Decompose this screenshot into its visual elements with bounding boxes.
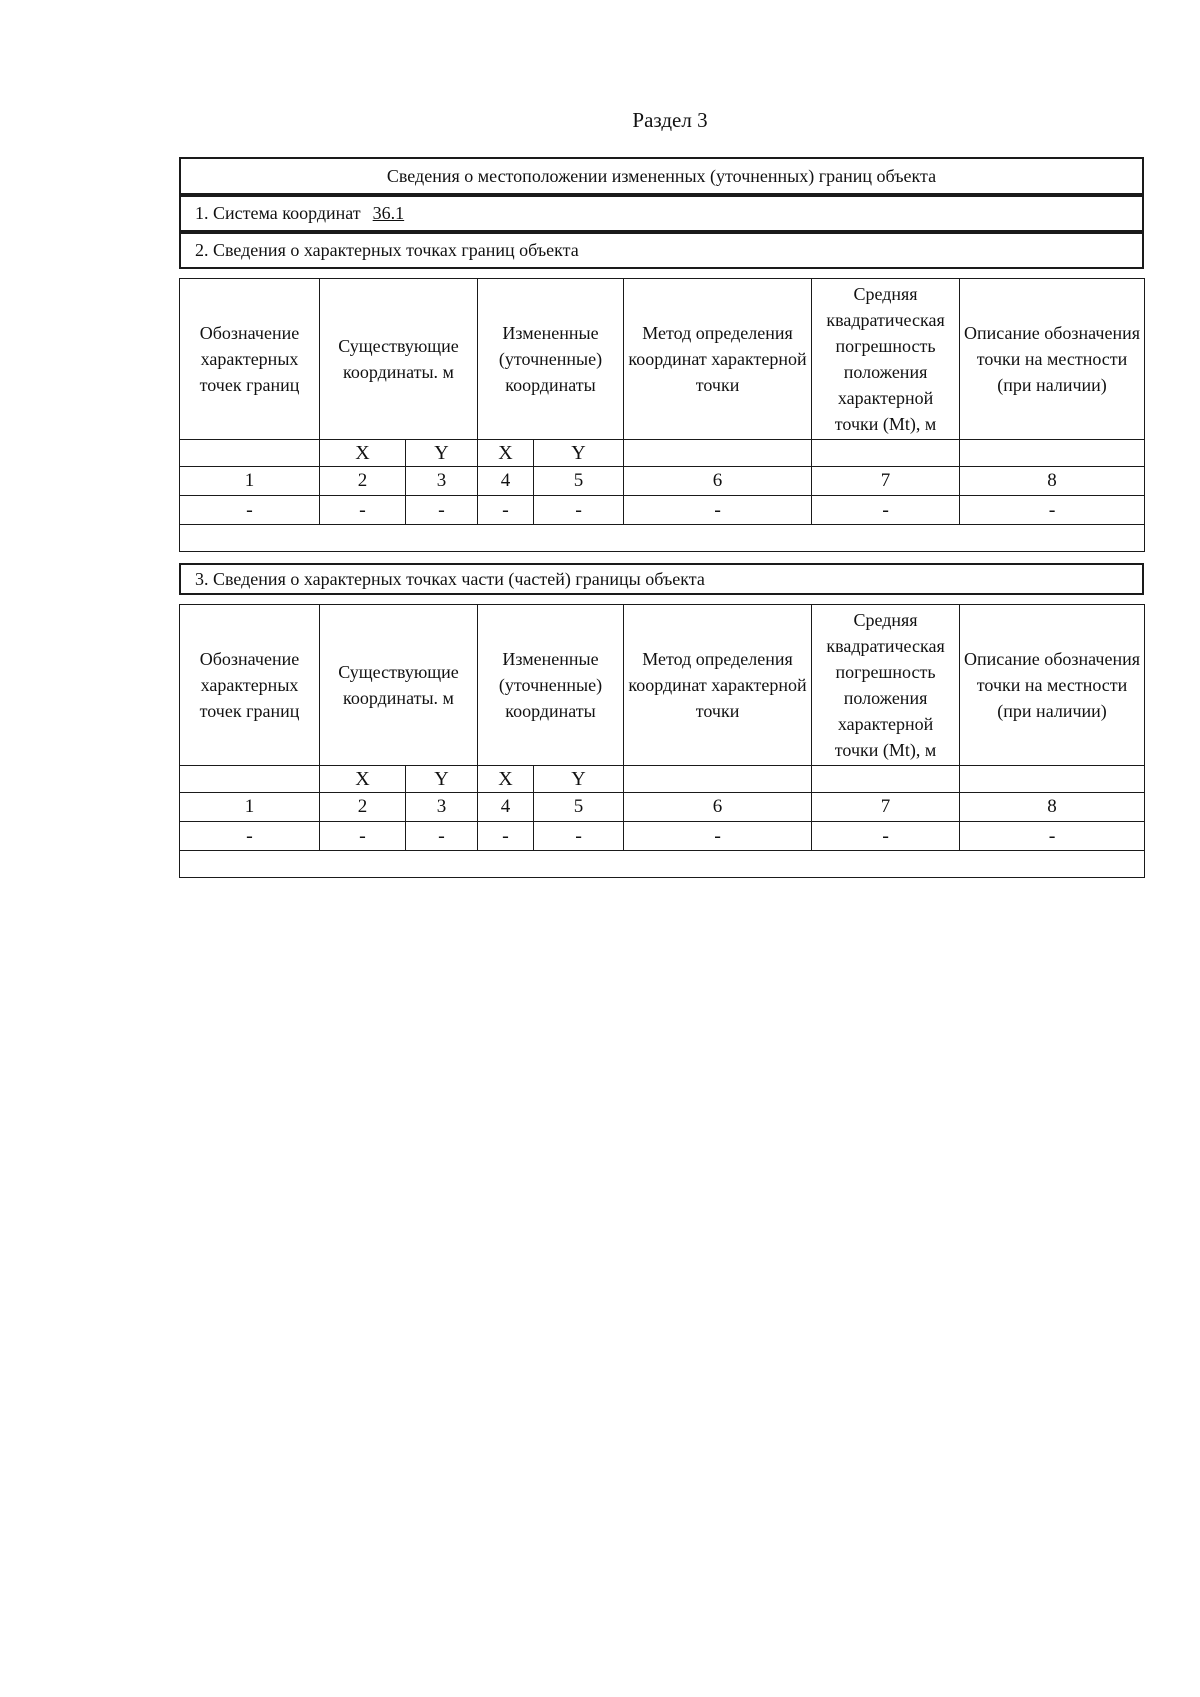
table-cell: -: [320, 496, 406, 525]
table-cell: -: [180, 496, 320, 525]
column-number: 7: [812, 467, 960, 496]
xy-label: X: [320, 766, 406, 793]
column-number: 6: [624, 467, 812, 496]
table-cell: -: [478, 496, 534, 525]
table-cell: [812, 440, 960, 467]
table-cell: [960, 766, 1145, 793]
table-cell: [812, 766, 960, 793]
header-description: Описание обозначения точки на местности (при наличии): [960, 605, 1145, 766]
xy-label: Y: [406, 440, 478, 467]
coord-system-label: 1. Система координат: [195, 203, 361, 223]
header-description: Описание обозначения точки на местности (при наличии): [960, 279, 1145, 440]
table-cell: [180, 440, 320, 467]
empty-row: [180, 851, 1145, 878]
table-cell: -: [534, 822, 624, 851]
table-cell: -: [406, 822, 478, 851]
column-number: 4: [478, 793, 534, 822]
xy-label: X: [320, 440, 406, 467]
coord-system-value: 36.1: [372, 203, 405, 223]
header-existing-coords: Существующие координаты. м: [320, 279, 478, 440]
table-cell: [180, 766, 320, 793]
header-point-designation: Обозначение характерных точек границ: [180, 605, 320, 766]
column-number: 2: [320, 793, 406, 822]
table-cell: -: [624, 496, 812, 525]
table-cell: -: [960, 496, 1145, 525]
xy-label: X: [478, 440, 534, 467]
column-number-row: [180, 793, 1145, 822]
table-row: [180, 496, 1145, 525]
section2-title: 2. Сведения о характерных точках границ объекта: [195, 240, 579, 260]
column-number: 8: [960, 467, 1145, 496]
section-title: Раздел 3: [632, 108, 708, 132]
column-number: 4: [478, 467, 534, 496]
table-cell: -: [812, 822, 960, 851]
table-cell: [960, 440, 1145, 467]
table-header-row: [180, 605, 1145, 766]
table-cell: -: [624, 822, 812, 851]
header-changed-coords: Измененные (уточненные) координаты: [478, 605, 624, 766]
xy-label-row: [180, 766, 1145, 793]
table-cell: -: [320, 822, 406, 851]
table-cell: [180, 851, 1145, 878]
column-number: 6: [624, 793, 812, 822]
xy-label: X: [478, 766, 534, 793]
xy-label: Y: [406, 766, 478, 793]
column-number: 5: [534, 467, 624, 496]
section3-title-row: [179, 563, 1144, 595]
table-row: [180, 822, 1145, 851]
table-cell: -: [960, 822, 1145, 851]
part-boundary-points-table: [179, 604, 1145, 878]
table-header-row: [180, 279, 1145, 440]
xy-label: Y: [534, 440, 624, 467]
coord-system-row: [179, 195, 1144, 232]
header-mean-error: Средняя квадратическая погрешность положения характерной точки (Mt), м: [812, 605, 960, 766]
header-changed-coords: Измененные (уточненные) координаты: [478, 279, 624, 440]
section2-title-row: [179, 232, 1144, 269]
column-number-row: [180, 467, 1145, 496]
table-cell: -: [812, 496, 960, 525]
column-number: 2: [320, 467, 406, 496]
table-cell: [180, 525, 1145, 552]
column-number: 1: [180, 467, 320, 496]
column-number: 3: [406, 467, 478, 496]
column-number: 7: [812, 793, 960, 822]
empty-row: [180, 525, 1145, 552]
header-existing-coords: Существующие координаты. м: [320, 605, 478, 766]
table-cell: -: [478, 822, 534, 851]
xy-label: Y: [534, 766, 624, 793]
header-mean-error: Средняя квадратическая погрешность положения характерной точки (Mt), м: [812, 279, 960, 440]
header-method: Метод определения координат характерной точки: [624, 605, 812, 766]
xy-label-row: [180, 440, 1145, 467]
table-cell: -: [406, 496, 478, 525]
table-cell: [624, 766, 812, 793]
header-method: Метод определения координат характерной точки: [624, 279, 812, 440]
column-number: 5: [534, 793, 624, 822]
header-box-text: Сведения о местоположении измененных (уточненных) границ объекта: [386, 165, 937, 186]
column-number: 8: [960, 793, 1145, 822]
column-number: 3: [406, 793, 478, 822]
table-cell: -: [534, 496, 624, 525]
boundary-points-table: [179, 278, 1145, 552]
section3-title: 3. Сведения о характерных точках части (частей) границы объекта: [195, 568, 705, 589]
table-cell: [624, 440, 812, 467]
table-cell: -: [180, 822, 320, 851]
header-box: [179, 157, 1144, 195]
column-number: 1: [180, 793, 320, 822]
header-point-designation: Обозначение характерных точек границ: [180, 279, 320, 440]
